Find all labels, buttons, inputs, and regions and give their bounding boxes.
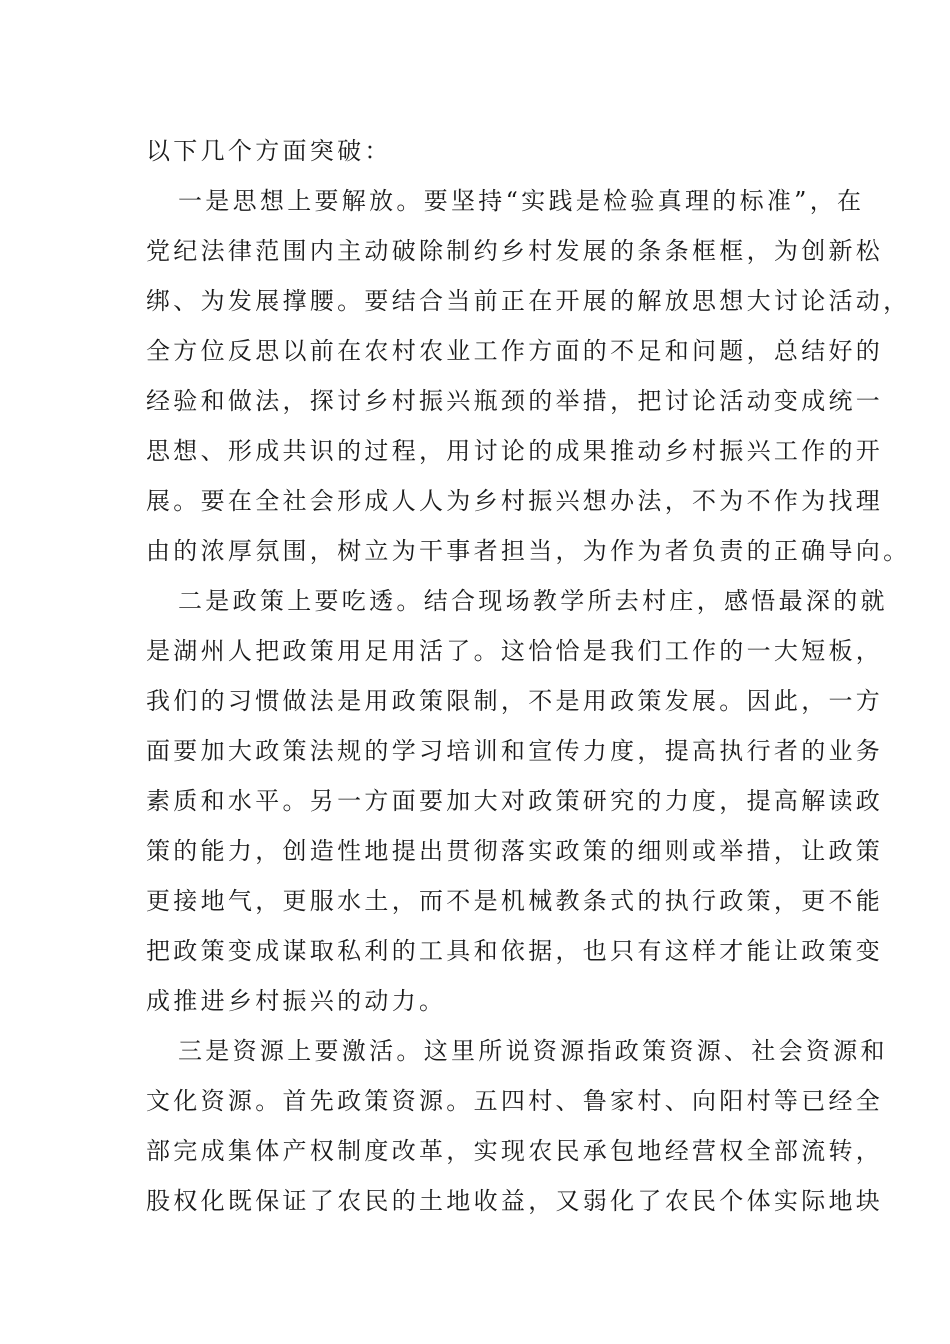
paragraph-2-line: 更接地气，更服水土，而不是机械教条式的执行政策，更不能: [146, 887, 884, 915]
paragraph-2-line: 二是政策上要吃透。结合现场教学所去村庄，感悟最深的就: [178, 587, 888, 615]
paragraph-1-line: 党纪法律范围内主动破除制约乡村发展的条条框框，为创新松: [146, 237, 884, 265]
paragraph-3-line: 部完成集体产权制度改革，实现农民承包地经营权全部流转，: [146, 1137, 884, 1165]
paragraph-2-line: 是湖州人把政策用足用活了。这恰恰是我们工作的一大短板，: [146, 637, 884, 665]
paragraph-2-line: 面要加大政策法规的学习培训和宣传力度，提高执行者的业务: [146, 737, 884, 765]
paragraph-2-line: 素质和水平。另一方面要加大对政策研究的力度，提高解读政: [146, 787, 884, 815]
paragraph-2-line: 我们的习惯做法是用政策限制，不是用政策发展。因此，一方: [146, 687, 884, 715]
paragraph-1-line: 全方位反思以前在农村农业工作方面的不足和问题，总结好的: [146, 337, 884, 365]
paragraph-2-line: 策的能力，创造性地提出贯彻落实政策的细则或举措，让政策: [146, 837, 884, 865]
text-line: 以下几个方面突破：: [146, 137, 392, 165]
paragraph-2-line: 成推进乡村振兴的动力。: [146, 987, 447, 1015]
paragraph-3-line: 股权化既保证了农民的土地收益，又弱化了农民个体实际地块: [146, 1187, 884, 1215]
paragraph-2-line: 把政策变成谋取私利的工具和依据，也只有这样才能让政策变: [146, 937, 884, 965]
paragraph-1-line: 思想、形成共识的过程，用讨论的成果推动乡村振兴工作的开: [146, 437, 884, 465]
paragraph-1-line: 绑、为发展撑腰。要结合当前正在开展的解放思想大讨论活动，: [146, 287, 911, 315]
paragraph-3-line: 三是资源上要激活。这里所说资源指政策资源、社会资源和: [178, 1037, 888, 1065]
paragraph-1-line: 由的浓厚氛围，树立为干事者担当，为作为者负责的正确导向。: [146, 537, 911, 565]
paragraph-1-line: 一是思想上要解放。要坚持“实践是检验真理的标准”，在: [178, 187, 865, 215]
paragraph-1-line: 展。要在全社会形成人人为乡村振兴想办法，不为不作为找理: [146, 487, 884, 515]
paragraph-1-line: 经验和做法，探讨乡村振兴瓶颈的举措，把讨论活动变成统一: [146, 387, 884, 415]
paragraph-3-line: 文化资源。首先政策资源。五四村、鲁家村、向阳村等已经全: [146, 1087, 884, 1115]
